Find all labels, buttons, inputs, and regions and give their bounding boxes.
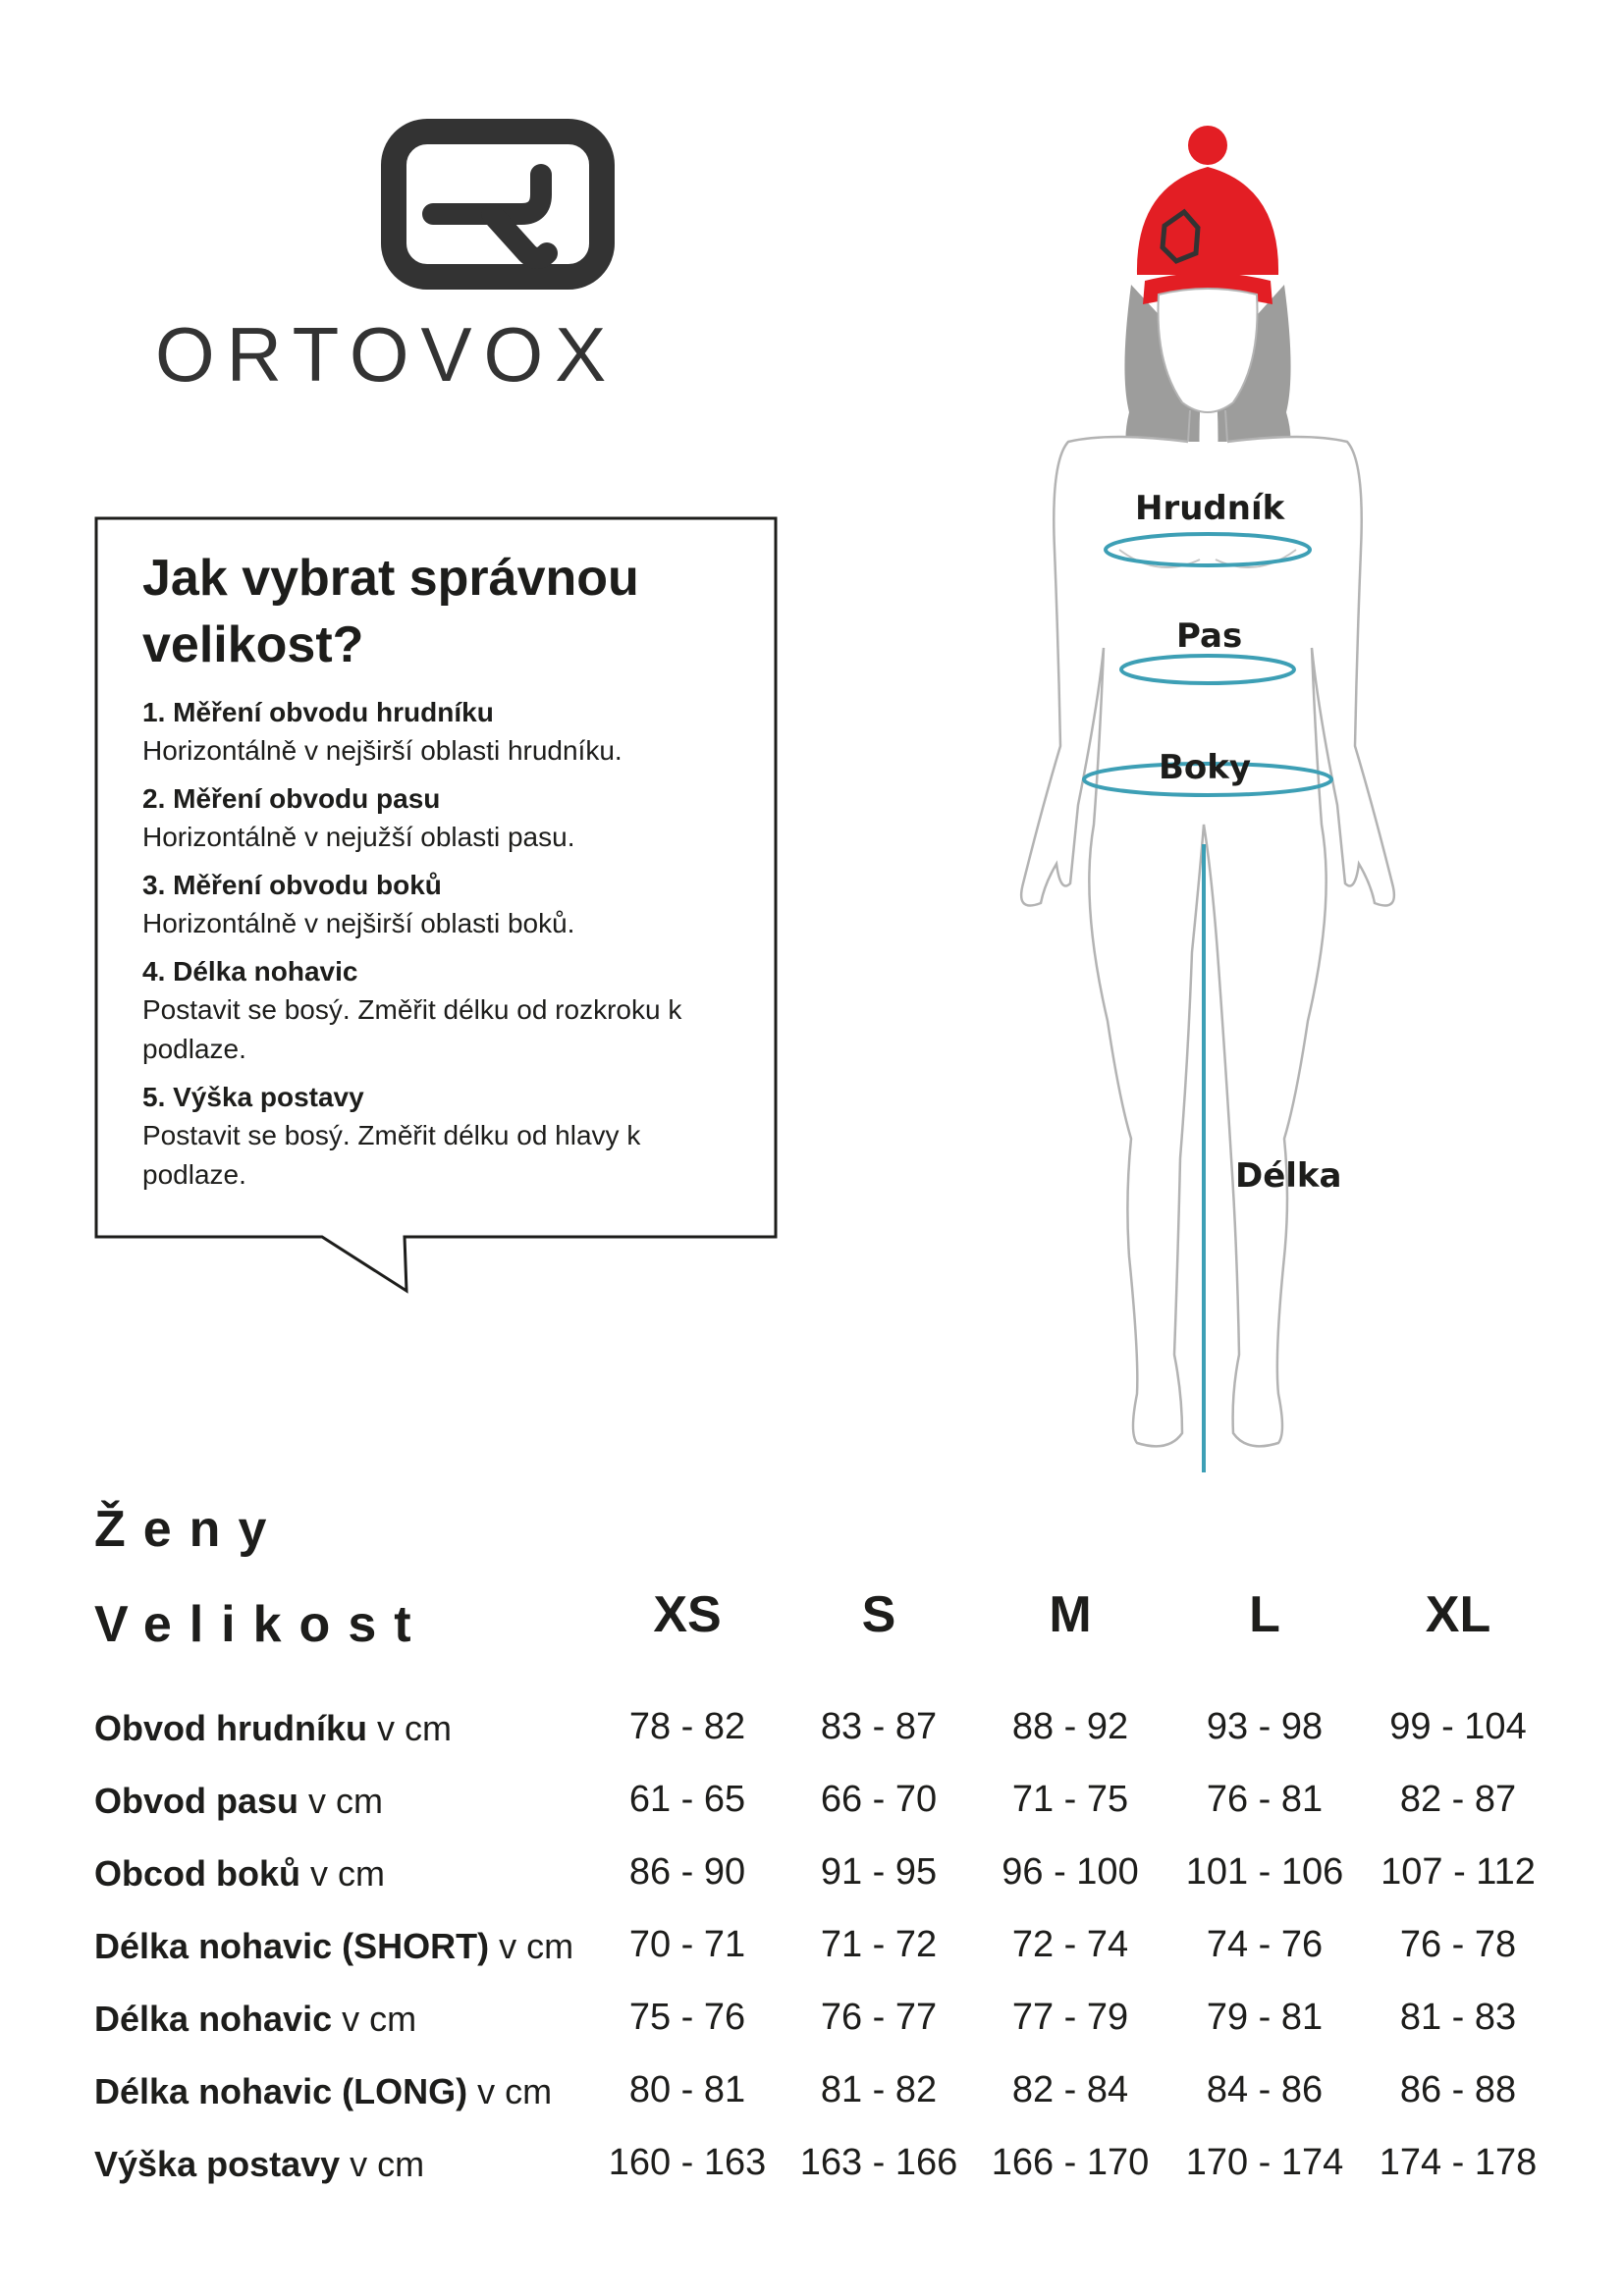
step-title: 3. Měření obvodu boků bbox=[142, 870, 442, 900]
row-unit: v cm bbox=[477, 2071, 553, 2111]
row-name: Obvod hrudníku bbox=[94, 1708, 367, 1748]
table-cell: 79 - 81 bbox=[1206, 1997, 1324, 2038]
size-guide bbox=[142, 545, 751, 1204]
step-title: 4. Délka nohavic bbox=[142, 956, 358, 987]
row-label bbox=[94, 2144, 424, 2185]
brand-name: ORTOVOX bbox=[155, 311, 619, 398]
table-cell: 83 - 87 bbox=[820, 1706, 938, 1747]
table-cell: 77 - 79 bbox=[1011, 1997, 1129, 2038]
label-hips: Boky bbox=[1159, 748, 1252, 787]
row-label bbox=[94, 1999, 416, 2040]
table-cell: 70 - 71 bbox=[628, 1924, 746, 1965]
row-unit: v cm bbox=[377, 1708, 452, 1748]
table-cell: 71 - 72 bbox=[820, 1924, 938, 1965]
row-name: Výška postavy bbox=[94, 2144, 341, 2184]
size-header: XL bbox=[1425, 1586, 1491, 1643]
table-cell: 163 - 166 bbox=[799, 2142, 958, 2183]
label-length: Délka bbox=[1235, 1156, 1342, 1196]
table-cell: 93 - 98 bbox=[1206, 1706, 1324, 1747]
row-unit: v cm bbox=[308, 1781, 384, 1821]
row-unit: v cm bbox=[350, 2144, 425, 2184]
row-label bbox=[94, 1708, 452, 1749]
guide-title: Jak vybrat správnou velikost? bbox=[142, 550, 639, 673]
size-header: S bbox=[861, 1586, 896, 1643]
table-cell: 81 - 82 bbox=[820, 2069, 938, 2110]
row-label bbox=[94, 1926, 573, 1967]
step-title: 1. Měření obvodu hrudníku bbox=[142, 697, 494, 727]
table-cell: 71 - 75 bbox=[1011, 1779, 1129, 1820]
table-cell: 174 - 178 bbox=[1379, 2142, 1538, 2183]
table-cell: 82 - 87 bbox=[1399, 1779, 1517, 1820]
table-cell: 91 - 95 bbox=[820, 1851, 938, 1893]
table-cell: 88 - 92 bbox=[1011, 1706, 1129, 1747]
step-text: Horizontálně v nejširší oblasti hrudníku. bbox=[142, 735, 623, 766]
table-cell: 82 - 84 bbox=[1011, 2069, 1129, 2110]
row-label bbox=[94, 1853, 385, 1895]
row-unit: v cm bbox=[310, 1853, 386, 1894]
row-name: Obcod boků bbox=[94, 1853, 300, 1894]
table-cell: 78 - 82 bbox=[628, 1706, 746, 1747]
step-title: 5. Výška postavy bbox=[142, 1082, 364, 1112]
size-header: XS bbox=[653, 1586, 722, 1643]
section-title: Ženy bbox=[94, 1501, 285, 1558]
measurement-figure bbox=[972, 118, 1443, 1492]
guide-step bbox=[142, 1079, 751, 1195]
row-name: Délka nohavic bbox=[94, 1999, 333, 2039]
beanie bbox=[1137, 167, 1278, 275]
table-cell: 72 - 74 bbox=[1011, 1924, 1129, 1965]
size-header: L bbox=[1249, 1586, 1280, 1643]
table-cell: 76 - 81 bbox=[1206, 1779, 1324, 1820]
guide-step bbox=[142, 780, 751, 857]
row-unit: v cm bbox=[342, 1999, 417, 2039]
size-label: Velikost bbox=[94, 1596, 429, 1653]
table-cell: 96 - 100 bbox=[1001, 1851, 1139, 1893]
table-cell: 76 - 78 bbox=[1399, 1924, 1517, 1965]
guide-step bbox=[142, 867, 751, 943]
guide-step bbox=[142, 953, 751, 1069]
row-label bbox=[94, 2071, 552, 2112]
step-text: Postavit se bosý. Změřit délku od hlavy k podlaze. bbox=[142, 1120, 641, 1190]
label-waist: Pas bbox=[1176, 616, 1243, 656]
table-cell: 86 - 88 bbox=[1399, 2069, 1517, 2110]
label-chest: Hrudník bbox=[1135, 489, 1285, 528]
step-text: Horizontálně v nejužší oblasti pasu. bbox=[142, 822, 575, 852]
row-name: Délka nohavic (SHORT) bbox=[94, 1926, 490, 1966]
table-cell: 170 - 174 bbox=[1185, 2142, 1344, 2183]
step-text: Horizontálně v nejširší oblasti boků. bbox=[142, 908, 575, 938]
table-cell: 74 - 76 bbox=[1206, 1924, 1324, 1965]
table-cell: 61 - 65 bbox=[628, 1779, 746, 1820]
step-title: 2. Měření obvodu pasu bbox=[142, 783, 441, 814]
table-cell: 80 - 81 bbox=[628, 2069, 746, 2110]
row-name: Délka nohavic (LONG) bbox=[94, 2071, 468, 2111]
table-cell: 75 - 76 bbox=[628, 1997, 746, 2038]
table-cell: 99 - 104 bbox=[1389, 1706, 1527, 1747]
table-cell: 166 - 170 bbox=[991, 2142, 1150, 2183]
table-cell: 160 - 163 bbox=[608, 2142, 767, 2183]
female-body-figure-icon bbox=[972, 118, 1443, 1492]
table-cell: 81 - 83 bbox=[1399, 1997, 1517, 2038]
row-label bbox=[94, 1781, 383, 1822]
table-cell: 86 - 90 bbox=[628, 1851, 746, 1893]
table-cell: 107 - 112 bbox=[1380, 1851, 1536, 1893]
table-cell: 84 - 86 bbox=[1206, 2069, 1324, 2110]
table-cell: 66 - 70 bbox=[820, 1779, 938, 1820]
row-unit: v cm bbox=[499, 1926, 574, 1966]
pompom bbox=[1188, 126, 1227, 165]
table-cell: 101 - 106 bbox=[1185, 1851, 1344, 1893]
guide-step bbox=[142, 694, 751, 771]
size-header: M bbox=[1049, 1586, 1092, 1643]
step-text: Postavit se bosý. Změřit délku od rozkroku k podlaze. bbox=[142, 994, 682, 1064]
row-name: Obvod pasu bbox=[94, 1781, 299, 1821]
table-cell: 76 - 77 bbox=[820, 1997, 938, 2038]
